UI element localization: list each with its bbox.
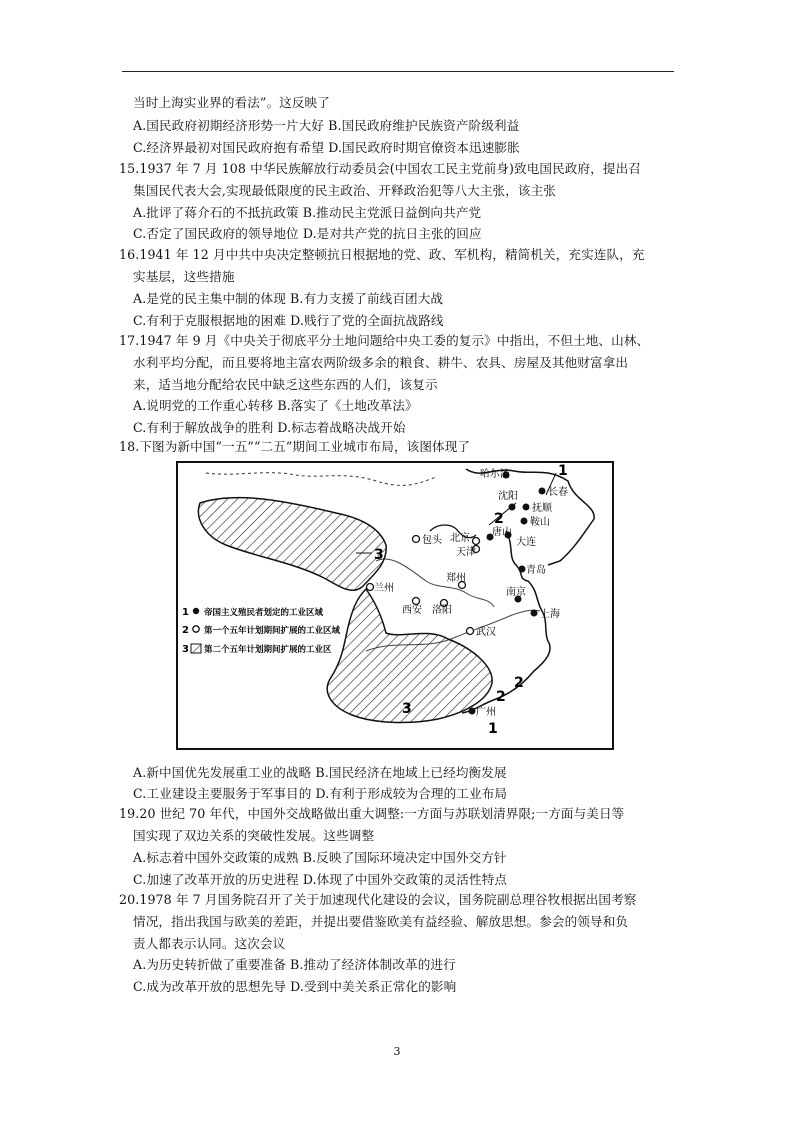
city-tangshan: 唐山: [492, 527, 512, 538]
q14-option-ab: A.国民政府初期经济形势一片大好 B.国民政府维护民族资产阶级利益: [133, 118, 520, 133]
q14-option-cd: C.经济界最初对国民政府抱有希望 D.国民政府时期官僚资本迅速膨胀: [133, 140, 520, 155]
legend-label-2: 第一个五年计划期间扩展的工业区域: [204, 626, 341, 636]
map-legend: [182, 607, 341, 655]
legend-key-3: 3: [182, 644, 189, 655]
q16-stem-line-2: 实基层，这些措施: [133, 269, 235, 284]
q16-option-cd: C.有利于克服根据地的困难 D.贱行了党的全面抗战路线: [133, 313, 444, 328]
city-qingdao: 青岛: [526, 565, 546, 576]
q19-option-cd: C.加速了改革开放的历史进程 D.体现了中国外交政策的灵活性特点: [133, 872, 508, 887]
q20-stem-line-3: 责人都表示认同。这次会议: [133, 936, 286, 951]
q18-option-cd: C.工业建设主要服务于军事目的 D.有利于形成较为合理的工业布局: [133, 786, 508, 801]
q15-stem-line-2: 集国民代表大会,实现最低限度的民主政治、开释政治犯等八大主张，该主张: [133, 183, 556, 198]
city-guangzhou: 广州: [476, 707, 496, 718]
q20-option-cd: C.成为改革开放的思想先导 D.受到中美关系正常化的影响: [133, 979, 457, 994]
q17-stem-line-1: 17.1947 年 9 月《中央关于彻底平分土地问题给中央工委的复示》中指出，不但土地、山林、: [119, 333, 650, 348]
city-tianjin: 天津: [456, 547, 476, 558]
zone-number-3-south: 3: [402, 701, 412, 717]
q20-option-ab: A.为历史转折做了重要准备 B.推动了经济体制改革的进行: [133, 957, 456, 972]
city-lanzhou: 兰州: [374, 583, 394, 594]
q20-stem-line-2: 情况，指出我国与欧美的差距，并提出要借鉴欧美有益经验、解放思想。参会的领导和负: [133, 914, 629, 929]
industrial-map-figure: [176, 461, 614, 750]
city-wuhan: 武汉: [476, 627, 496, 638]
city-fushun: 抚顺: [532, 503, 552, 514]
q16-option-ab: A.是党的民主集中制的体现 B.有力支援了前线百团大战: [133, 291, 444, 306]
q17-option-ab: A.说明党的工作重心转移 B.落实了《土地改革法》: [133, 398, 418, 413]
city-zhengzhou: 郑州: [446, 573, 466, 584]
zone-number-1-north: 1: [558, 463, 568, 479]
q15-stem-line-1: 15.1937 年 7 月 108 中华民族解放行动委员会(中国农工民主党前身)致电国民政府，提出召: [119, 161, 641, 176]
city-shanghai: 上海: [540, 609, 560, 620]
q17-stem-line-3: 来，适当地分配给农民中缺乏这些东西的人们，该复示: [133, 377, 438, 392]
page-number: 3: [393, 1045, 401, 1058]
legend-label-1: 帝国主义殖民者划定的工业区域: [204, 608, 324, 618]
city-changchun: 长春: [548, 487, 568, 498]
q17-stem-line-2: 水利平均分配，而且要将地主富农两阶级多余的粮食、耕牛、农具、房屋及其他财富拿出: [133, 355, 629, 370]
zone-number-2-east: 2: [514, 675, 524, 691]
city-anshan: 鞍山: [530, 517, 550, 528]
q19-option-ab: A.标志着中国外交政策的成熟 B.反映了国际环境决定中国外交方针: [133, 850, 507, 865]
city-harbin: 哈尔滨: [480, 469, 510, 480]
intro-line: 当时上海实业界的看法”。这反映了: [133, 95, 330, 110]
q15-option-ab: A.批评了蒋介石的不抵抗政策 B.推动民主党派日益倒向共产党: [133, 205, 482, 220]
zone-number-2-south: 2: [496, 689, 506, 705]
q18-stem: 18.下图为新中国“一五”“二五”期间工业城市布局，该图体现了: [119, 439, 471, 454]
q19-stem-line-1: 19.20 世纪 70 年代，中国外交战略做出重大调整:一方面与苏联划清界限;一方面与美日等: [119, 806, 625, 821]
city-xian: 西安: [402, 605, 422, 616]
zone-number-2-north: 2: [494, 511, 504, 527]
header-rule: [122, 71, 674, 72]
legend-key-2: 2: [182, 625, 189, 636]
q19-stem-line-2: 国实现了双边关系的突破性发展。这些调整: [133, 828, 375, 843]
q20-stem-line-1: 20.1978 年 7 月国务院召开了关于加速现代化建设的会议，国务院副总理谷牧根据出国考察: [119, 892, 637, 907]
legend-key-1: 1: [182, 607, 189, 618]
q16-stem-line-1: 16.1941 年 12 月中共中央决定整顿抗日根据地的党、政、军机构，精简机关，充实连队，充: [119, 247, 645, 262]
q18-option-ab: A.新中国优先发展重工业的战略 B.国民经济在地域上已经均衡发展: [133, 765, 507, 780]
zone-number-3-west: 3: [374, 547, 384, 563]
q17-option-cd: C.有利于解放战争的胜利 D.标志着战略决战开始: [133, 420, 406, 435]
city-luoyang: 洛阳: [432, 605, 452, 616]
city-baotou: 包头: [422, 535, 442, 546]
city-shenyang: 沈阳: [498, 491, 518, 502]
legend-label-3: 第二个五年计划期间扩展的工业区: [204, 645, 332, 655]
zone-number-1-south: 1: [488, 721, 498, 737]
city-nanjing: 南京: [506, 587, 526, 598]
city-beijing: 北京: [450, 533, 470, 544]
city-dalian: 大连: [516, 537, 536, 548]
q15-option-cd: C.否定了国民政府的领导地位 D.是对共产党的抗日主张的回应: [133, 226, 482, 241]
